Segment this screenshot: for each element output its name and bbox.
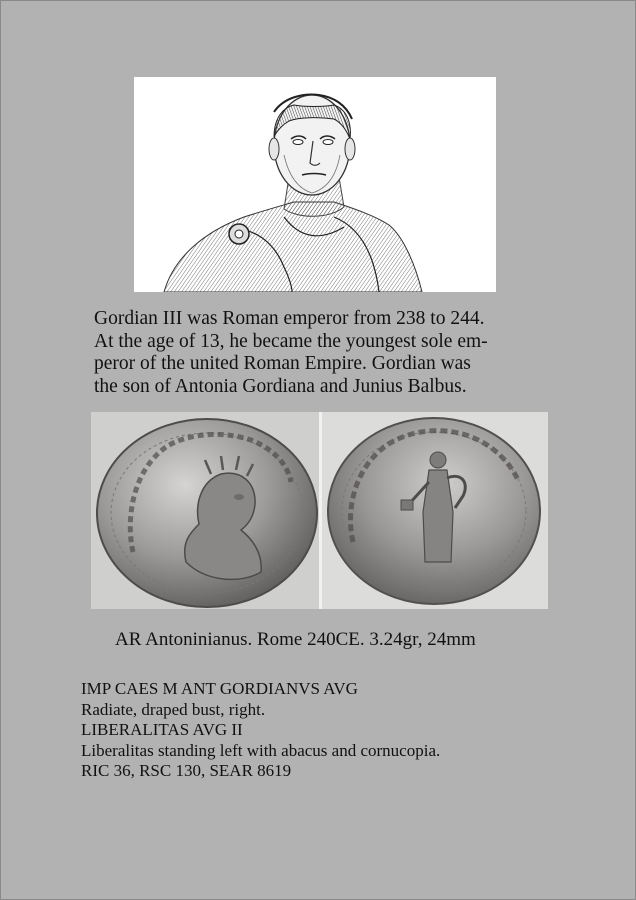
- intro-line: Gordian III was Roman emperor from 238 to 244.: [94, 308, 485, 329]
- intro-paragraph: [94, 308, 544, 398]
- intro-line: peror of the united Roman Empire. Gordian was: [94, 353, 471, 374]
- catalog-references: RIC 36, RSC 130, SEAR 8619: [81, 761, 292, 781]
- obverse-description: Radiate, draped bust, right.: [81, 699, 266, 719]
- coin-caption: AR Antoninianus. Rome 240CE. 3.24gr, 24mm: [115, 629, 476, 650]
- reverse-legend: LIBERALITAS AVG II: [81, 720, 243, 740]
- reverse-description: Liberalitas standing left with abacus and cornucopia.: [81, 740, 441, 760]
- intro-line: the son of Antonia Gordiana and Junius Balbus.: [94, 375, 467, 397]
- coin-photo: [91, 412, 548, 609]
- coin-reverse: [328, 418, 540, 604]
- intro-line: At the age of 13, he became the youngest sole em-: [94, 330, 488, 352]
- portrait-image: [134, 77, 496, 292]
- obverse-legend: IMP CAES M ANT GORDIANVS AVG: [81, 679, 358, 698]
- coin-obverse: [97, 419, 317, 607]
- coin-details: [81, 679, 581, 782]
